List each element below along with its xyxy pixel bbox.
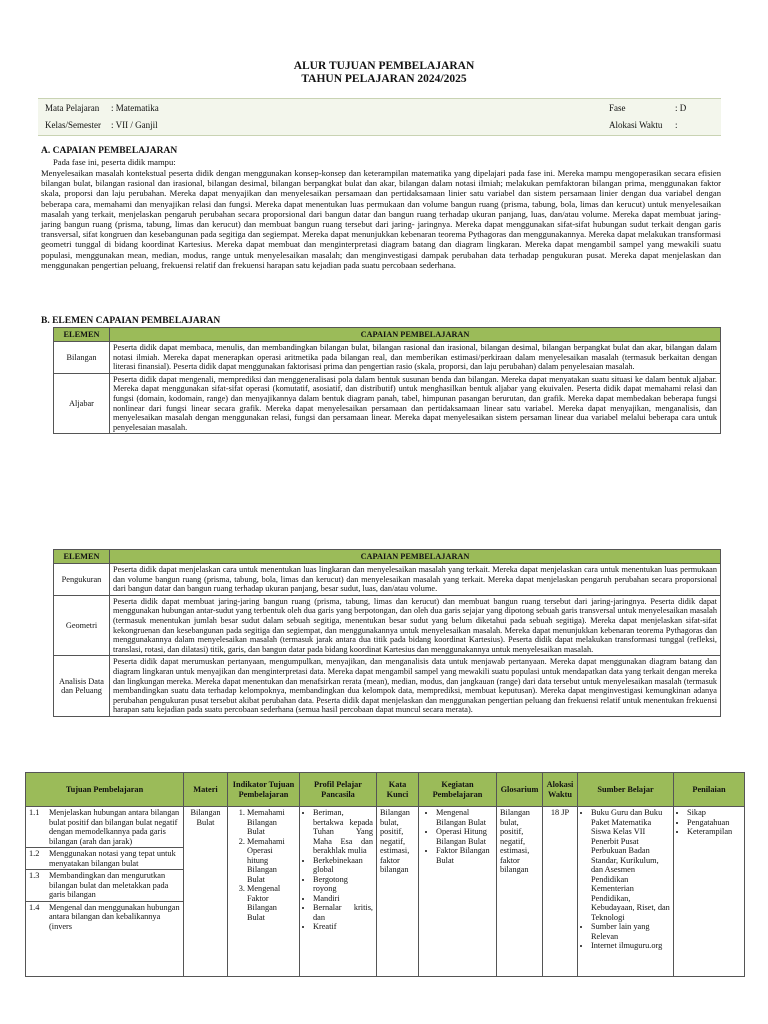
section-a-intro: Pada fase ini, peserta didik mampu: — [53, 157, 176, 167]
mapel-value: : Matematika — [111, 103, 159, 113]
indikator-cell — [228, 807, 300, 977]
section-a-heading: A. CAPAIAN PEMBELAJARAN — [41, 146, 178, 156]
header-alokasi: Alokasi Waktu — [543, 773, 578, 807]
col-capaian-header: CAPAIAN PEMBELAJARAN — [110, 328, 721, 342]
elemen-cell: Aljabar — [54, 373, 110, 434]
list-item: • Mengenal Bilangan Bulat — [436, 808, 493, 827]
table-row — [54, 564, 721, 596]
list-item: 1. Memahami Bilangan Bulat — [247, 808, 296, 837]
list-item: • Mandiri — [313, 894, 373, 904]
elemen-cell: Pengukuran — [54, 564, 110, 596]
list-item: • Berkebinekaan global — [313, 856, 373, 875]
alokasi-label: Alokasi Waktu — [609, 120, 663, 130]
elemen-table-1 — [53, 327, 721, 434]
capaian-cell: Peserta didik dapat menjelaskan cara untuk menentukan luas lingkaran dan menyelesaikan masalah yang terkait. Mereka dapat menjelaskan cara untuk menentukan luas permukaan dan volume bangun ruang (prisma, tabung, bola, limas dan kerucut) dan menyelesaikan masalah yang terkait. Mereka dapat menjelaskan pengaruh perubahan secara proporsional dari bangun datar dan bangun ruang terhadap ukuran panjang, besar sudut, luas, dan/atau volume. — [110, 564, 721, 596]
header-kegiatan: Kegiatan Pembelajaran — [419, 773, 497, 807]
tujuan-item: 1.1 Menjelaskan hubungan antara bilangan bulat positif dan bilangan bulat negatif dengan memodelkannya pada garis bilangan (arah dan jarak) — [26, 807, 183, 848]
capaian-cell: Peserta didik dapat merumuskan pertanyaan, mengumpulkan, menyajikan, dan menganalisis data untuk menjawab pertanyaan. Mereka dapat menggunakan diagram batang dan diagram lingkaran untuk menyajikan dan menginterpretasi data. Mereka dapat mengambil sampel yang mewakili suatu populasi untuk mendapatkan data yang terkait dengan mereka dan lingkungan mereka. Mereka dapat menentukan dan menafsirkan rerata (mean), median, modus, dan jangkauan (range) dari data tersebut untuk menyelesaikan masalah (termasuk membandingkan suatu data terhadap kelompoknya, membandingkan dua kelompok data, memprediksi, membuat keputusan). Mereka dapat menginvestigasi kemungkinan adanya perubahan pengukuran pusat tersebut akibat perubahan data. Peserta didik dapat menjelaskan dan menggunakan pengertian peluang dan frekuensi relatif untuk menentukan frekuensi harapan satu kejadian pada suatu percobaan sederhana (semua hasil percobaan dapat muncul secara merata). — [110, 656, 721, 717]
materi-cell: Bilangan Bulat — [184, 807, 228, 977]
list-item: 2. Memahami Operasi hitung Bilangan Bulat — [247, 837, 296, 885]
kegiatan-cell — [419, 807, 497, 977]
list-item: • Keterampilan — [687, 827, 741, 837]
list-item: • Sumber lain yang Relevan — [591, 922, 670, 941]
header-materi: Materi — [184, 773, 228, 807]
alokasi-value: : — [675, 120, 678, 130]
header-indikator: Indikator Tujuan Pembelajaran — [228, 773, 300, 807]
capaian-cell: Peserta didik dapat membaca, menulis, dan membandingkan bilangan bulat, bilangan rasional dan irasional, bilangan desimal, bilangan berpangkat bulat dan akar, bilangan dalam notasi ilmiah. Mereka dapat menerapkan operasi aritmetika pada bilangan real, dan memberikan estimasi/perkiraan dalam menyelesaikan masalah (termasuk berkaitan dengan literasi finansial). Peserta didik dapat menggunakan faktorisasi prima dan pengertian rasio (skala, proporsi, dan laju perubahan) dalam penyelesaian masalah. — [110, 342, 721, 374]
elemen-cell: Geometri — [54, 595, 110, 656]
mapel-label: Mata Pelajaran — [45, 103, 100, 113]
col-elemen-header: ELEMEN — [54, 550, 110, 564]
kelas-label: Kelas/Semester — [45, 120, 101, 130]
col-capaian-header: CAPAIAN PEMBELAJARAN — [110, 550, 721, 564]
list-item: • Beriman, bertakwa kepada Tuhan Yang Maha Esa dan berakhlak mulia — [313, 808, 373, 856]
list-item: • Sikap — [687, 808, 741, 818]
fase-label: Fase — [609, 103, 626, 113]
document-subtitle: TAHUN PELAJARAN 2024/2025 — [301, 73, 467, 85]
kata-kunci-cell: Bilangan bulat, positif, negatif, estimasi, faktor bilangan — [377, 807, 419, 977]
list-item: • Internet ilmuguru.org — [591, 941, 670, 951]
list-item: • Buku Guru dan Buku Paket Matematika Siswa Kelas VII Penerbit Pusat Perbukuan Badan Standar, Kurikulum, dan Asesmen Pendidikan Kementerian Pendidikan, Kebudayaan, Riset, dan Teknologi — [591, 808, 670, 922]
table-row — [26, 807, 745, 977]
profil-cell — [300, 807, 377, 977]
header-tujuan: Tujuan Pembelajaran — [26, 773, 184, 807]
tujuan-item: 1.2 Menggunakan notasi yang tepat untuk menyatakan bilangan bulat — [26, 848, 183, 870]
elemen-cell: Analisis Data dan Peluang — [54, 656, 110, 717]
list-item: • Bergotong royong — [313, 875, 373, 894]
capaian-cell: Peserta didik dapat mengenali, memprediksi dan menggeneralisasi pola dalam bentuk susunan benda dan bilangan. Mereka dapat menyatakan suatu situasi ke dalam bentuk aljabar. Mereka dapat menggunakan sifat-sifat operasi (komutatif, asosiatif, dan distributif) untuk menghasilkan bentuk aljabar yang ekuivalen. Peserta didik dapat memahami relasi dan fungsi (domain, kodomain, range) dan menyajikannya dalam bentuk diagram panah, tabel, himpunan pasangan berurutan, dan grafik. Mereka dapat membedakan beberapa fungsi nonlinear dari fungsi linear secara grafik. Mereka dapat menyelesaikan persamaan dan pertidaksamaan linear satu variabel. Mereka dapat menyajikan, menganalisis, dan menyelesaikan masalah dengan menggunakan relasi, fungsi dan persamaan linear. Mereka dapat menyelesaikan sistem persaman linear dua variabel melalui beberapa cara untuk penyelesaian masalah. — [110, 373, 721, 434]
table-row — [54, 373, 721, 434]
header-kata-kunci: Kata Kunci — [377, 773, 419, 807]
header-sumber: Sumber Belajar — [578, 773, 674, 807]
list-item: • Operasi Hitung Bilangan Bulat — [436, 827, 493, 846]
info-box — [38, 98, 721, 136]
header-penilaian: Penilaian — [674, 773, 745, 807]
list-item: • Faktor Bilangan Bulat — [436, 846, 493, 865]
atp-table — [25, 772, 745, 977]
penilaian-cell — [674, 807, 745, 977]
list-item: 3. Mengenal Faktor Bilangan Bulat — [247, 884, 296, 922]
document-title: ALUR TUJUAN PEMBELAJARAN — [293, 60, 475, 72]
capaian-cell: Peserta didik dapat membuat jaring-jaring bangun ruang (prisma, tabung, limas dan kerucut) dan membuat bangun ruang tersebut dari jaring-jaringnya. Peserta didik dapat menggunakan hubungan antar-sudut yang terbentuk oleh dua garis yang berpotongan, dan oleh dua garis sejajar yang dipotong sebuah garis transversal untuk menyelesaikan masalah (termasuk menentukan jumlah besar sudut dalam sebuah segitiga, menentukan besar sudut yang belum diketahui pada sebuah segitiga). Mereka dapat menjelaskan sifat-sifat kekongruenan dan kesebangunan pada segitiga dan segiempat, dan menggunakannya untuk menyelesaikan masalah. Mereka dapat menunjukkan kebenaran teorema Pythagoras dan menggunakannya dalam menyelesaikan masalah (termasuk jarak antara dua titik pada bidang koordinat Kartesius). Peserta didik dapat melakukan transformasi tunggal (refleksi, translasi, rotasi, dan dilatasi) titik, garis, dan bangun datar pada bidang koordinat Kartesius dan menggunakannya untuk menyelesaikan masalah. — [110, 595, 721, 656]
tujuan-cell — [26, 807, 184, 977]
kelas-value: : VII / Ganjil — [111, 120, 158, 130]
sumber-cell — [578, 807, 674, 977]
section-b-heading: B. ELEMEN CAPAIAN PEMBELAJARAN — [41, 316, 221, 326]
tujuan-item: 1.3 Membandingkan dan mengurutkan bilangan bulat dan meletakkan pada garis bilangan — [26, 870, 183, 902]
col-elemen-header: ELEMEN — [54, 328, 110, 342]
elemen-table-2 — [53, 549, 721, 717]
table-row — [54, 595, 721, 656]
elemen-cell: Bilangan — [54, 342, 110, 374]
table-row — [54, 342, 721, 374]
header-profil: Profil Pelajar Pancasila — [300, 773, 377, 807]
list-item: • Kreatif — [313, 922, 373, 932]
list-item: • Pengatahuan — [687, 818, 741, 828]
tujuan-item: 1.4 Mengenal dan menggunakan hubungan antara bilangan dan kebalikannya (invers — [29, 902, 180, 931]
header-glosarium: Glosarium — [497, 773, 543, 807]
table-row — [54, 656, 721, 717]
glosarium-cell: Bilangan bulat, positif, negatif, estimasi, faktor bilangan — [497, 807, 543, 977]
fase-value: : D — [675, 103, 687, 113]
section-a-body: Menyelesaikan masalah kontekstual peserta didik dengan menggunakan konsep-konsep dan keterampilan matematika yang dipelajari pada fase ini. Mereka mampu mengoperasikan secara efisien bilangan bulat, bilangan rasional dan irasional, bilangan desimal, bilangan berpangkat bulat dan akar, bilangan dalam notasi ilmiah; melakukan pemfaktoran bilangan prima, menggunakan faktor skala, proporsi dan laju perubahan. Mereka dapat menyajikan dan menyelesaikan persamaan dan pertidaksamaan linier satu variabel dan sistem persamaan linier dengan dua variabel dengan beberapa cara, memahami dan menyajikan relasi dan fungsi. Mereka dapat menentukan luas permukaan dan volume bangun ruang (prisma, tabung, bola, limas dan kerucut) untuk menyelesaikan masalah yang terkait, menjelaskan pengaruh perubahan secara proporsional dari bangun datar dan bangun ruang terhadap ukuran panjang, luas, dan/atau volume. Mereka dapat membuat jaring-jaring bangun ruang (prisma, tabung, limas dan kerucut) dan membuat bangun ruang tersebut dari jaring- jaringnya. Mereka dapat menggunakan sifat-sifat hubungan sudut terkait dengan garis transversal, sifat kongruen dan kesebangunan pada segitiga dan segiempat. Mereka dapat menunjukkan kebenaran teorema Pythagoras dan menggunakannya. Mereka dapat melakukan transformasi geometri tunggal di bidang koordinat Kartesius. Mereka dapat membuat dan menginterpretasi diagram batang dan diagram lingkaran. Mereka dapat mengambil sampel yang mewakili suatu populasi, menggunakan mean, median, modus, range untuk menyelesaikan masalah; dan menginvestigasi dampak perubahan data terhadap pengukuran pusat. Mereka dapat menjelaskan dan menggunakan pengertian peluang, frekuensi relatif dan frekuensi harapan satu kejadian pada suatu percobaan sederhana. — [41, 168, 721, 270]
list-item: • Bernalar kritis, dan — [313, 903, 373, 922]
alokasi-cell: 18 JP — [543, 807, 578, 977]
